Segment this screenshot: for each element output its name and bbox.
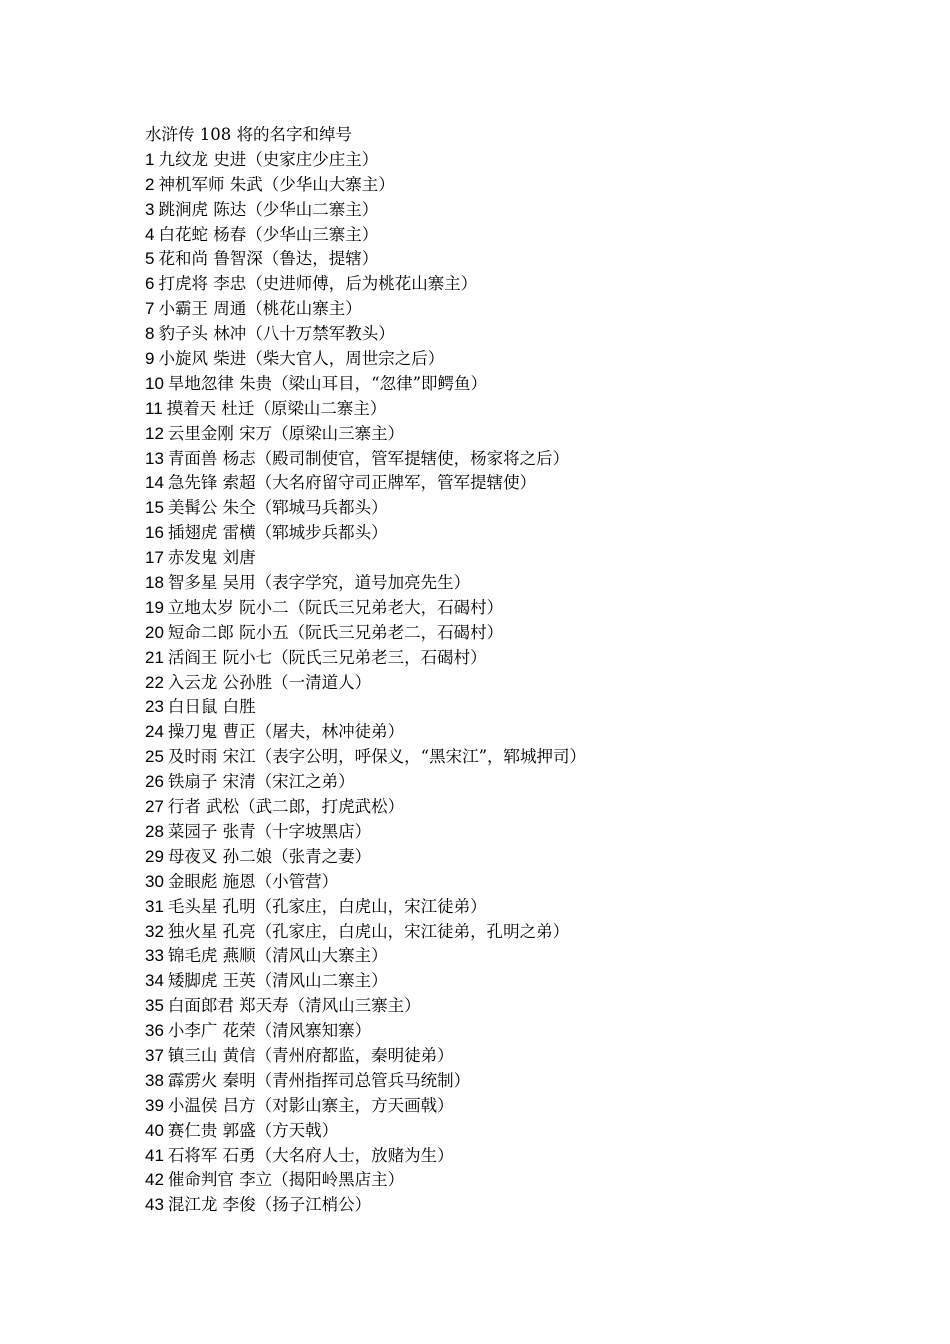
list-item [145, 347, 925, 372]
entry-number: 25 [145, 747, 164, 767]
list-item [145, 795, 925, 820]
list-item [145, 372, 925, 397]
entry-text: 插翅虎 雷横（郓城步兵都头） [167, 523, 388, 543]
entry-text: 镇三山 黄信（青州府都监，秦明徒弟） [167, 1045, 454, 1065]
entry-number: 20 [145, 622, 164, 642]
list-item [145, 845, 925, 870]
entry-text: 小温侯 吕方（对影山寨主，方天画戟） [167, 1095, 454, 1115]
list-item [145, 1044, 925, 1069]
entry-number: 13 [145, 448, 164, 468]
entry-number: 38 [145, 1070, 164, 1090]
document-title: 水浒传 108 将的名字和绰号 [145, 125, 352, 144]
list-item [145, 1144, 925, 1169]
list-item [145, 895, 925, 920]
entry-text: 及时雨 宋江（表字公明，呼保义，“黑宋江”，郓城押司） [167, 747, 587, 767]
entry-text: 白面郎君 郑天寿（清风山三寨主） [167, 996, 421, 1016]
entry-text: 白花蛇 杨春（少华山三寨主） [158, 224, 379, 244]
entry-number: 39 [145, 1095, 164, 1115]
list-item [145, 920, 925, 945]
list-item [145, 247, 925, 272]
list-item [145, 397, 925, 422]
entry-text: 青面兽 杨志（殿司制使官，管军提辖使，杨家将之后） [167, 448, 570, 468]
list-item [145, 870, 925, 895]
entry-number: 33 [145, 946, 164, 966]
entry-text: 小霸王 周通（桃花山寨主） [158, 299, 362, 319]
entry-number: 5 [145, 249, 155, 269]
list-item [145, 944, 925, 969]
entry-number: 17 [145, 548, 164, 568]
entry-text: 催命判官 李立（揭阳岭黑店主） [167, 1170, 405, 1190]
entry-text: 急先锋 索超（大名府留守司正牌军，管军提辖使） [167, 473, 537, 493]
entry-text: 美髯公 朱仝（郓城马兵都头） [167, 498, 388, 518]
list-item [145, 770, 925, 795]
list-item [145, 596, 925, 621]
entry-text: 短命二郎 阮小五（阮氏三兄弟老二，石碣村） [167, 622, 504, 642]
entry-text: 矮脚虎 王英（清风山二寨主） [167, 971, 388, 991]
entry-number: 31 [145, 896, 164, 916]
entry-number: 41 [145, 1145, 164, 1165]
list-item [145, 322, 925, 347]
list-item [145, 994, 925, 1019]
entry-number: 36 [145, 1021, 164, 1041]
entry-text: 立地太岁 阮小二（阮氏三兄弟老大，石碣村） [167, 597, 504, 617]
entry-number: 27 [145, 797, 164, 817]
entry-number: 1 [145, 149, 155, 169]
entry-number: 14 [145, 473, 164, 493]
entry-text: 混江龙 李俊（扬子江梢公） [167, 1195, 372, 1215]
entry-number: 6 [145, 274, 155, 294]
entry-number: 15 [145, 498, 164, 518]
list-item [145, 820, 925, 845]
entry-number: 11 [145, 398, 163, 418]
entry-number: 21 [145, 647, 164, 667]
entry-text: 智多星 吴用（表字学究，道号加亮先生） [167, 573, 471, 593]
entry-text: 入云龙 公孙胜（一清道人） [167, 672, 372, 692]
entry-text: 母夜叉 孙二娘（张青之妻） [167, 846, 372, 866]
entry-text: 菜园子 张青（十字坡黑店） [167, 821, 372, 841]
list-item [145, 297, 925, 322]
entry-number: 16 [145, 523, 164, 543]
list-item [145, 671, 925, 696]
entry-number: 2 [145, 174, 155, 194]
entry-text: 小李广 花荣（清风寨知寨） [167, 1021, 372, 1041]
entry-number: 40 [145, 1120, 164, 1140]
entry-text: 旱地忽律 朱贵（梁山耳目，“忽律”即鳄鱼） [167, 373, 488, 393]
entry-text: 毛头星 孔明（孔家庄，白虎山，宋江徒弟） [167, 896, 487, 916]
list-item [145, 720, 925, 745]
list-item [145, 496, 925, 521]
list-item [145, 148, 925, 173]
entry-text: 操刀鬼 曹正（屠夫，林冲徒弟） [167, 722, 405, 742]
list-item [145, 272, 925, 297]
entry-number: 9 [145, 349, 155, 369]
list-item [145, 521, 925, 546]
list-item [145, 1119, 925, 1144]
entry-number: 26 [145, 772, 164, 792]
entry-number: 8 [145, 324, 155, 344]
entry-list [145, 148, 925, 1218]
entry-number: 3 [145, 199, 155, 219]
entry-number: 22 [145, 672, 164, 692]
entry-text: 行者 武松（武二郎，打虎武松） [167, 797, 405, 817]
entry-text: 赛仁贵 郭盛（方天戟） [167, 1120, 339, 1140]
list-item [145, 471, 925, 496]
document-body [145, 123, 925, 1218]
list-item [145, 571, 925, 596]
list-item [145, 695, 925, 720]
entry-number: 12 [145, 423, 164, 443]
entry-number: 19 [145, 597, 164, 617]
entry-text: 豹子头 林冲（八十万禁军教头） [158, 324, 395, 344]
list-item [145, 447, 925, 472]
entry-text: 赤发鬼 刘唐 [167, 548, 256, 568]
entry-text: 打虎将 李忠（史进师傅，后为桃花山寨主） [158, 274, 478, 294]
entry-number: 30 [145, 871, 164, 891]
entry-text: 云里金刚 宋万（原梁山三寨主） [167, 423, 405, 443]
list-item [145, 546, 925, 571]
list-item [145, 1069, 925, 1094]
list-item [145, 1019, 925, 1044]
entry-text: 小旋风 柴进（柴大官人，周世宗之后） [158, 349, 445, 369]
entry-text: 锦毛虎 燕顺（清风山大寨主） [167, 946, 388, 966]
entry-text: 白日鼠 白胜 [167, 697, 256, 717]
entry-number: 28 [145, 821, 164, 841]
entry-number: 43 [145, 1195, 164, 1215]
entry-number: 29 [145, 846, 164, 866]
entry-text: 花和尚 鲁智深（鲁达，提辖） [158, 249, 379, 269]
entry-number: 7 [145, 299, 155, 319]
entry-text: 独火星 孔亮（孔家庄，白虎山，宋江徒弟，孔明之弟） [167, 921, 570, 941]
entry-text: 金眼彪 施恩（小管营） [167, 871, 339, 891]
entry-number: 23 [145, 697, 164, 717]
entry-text: 跳涧虎 陈达（少华山二寨主） [158, 199, 379, 219]
list-item [145, 173, 925, 198]
list-item [145, 1094, 925, 1119]
list-item [145, 621, 925, 646]
list-item [145, 223, 925, 248]
list-item [145, 646, 925, 671]
entry-number: 37 [145, 1045, 164, 1065]
entry-text: 铁扇子 宋清（宋江之弟） [167, 772, 355, 792]
list-item [145, 969, 925, 994]
entry-text: 霹雳火 秦明（青州指挥司总管兵马统制） [167, 1070, 471, 1090]
entry-number: 18 [145, 573, 164, 593]
entry-text: 神机军师 朱武（少华山大寨主） [158, 174, 395, 194]
entry-number: 32 [145, 921, 164, 941]
list-item [145, 745, 925, 770]
entry-number: 10 [145, 373, 164, 393]
entry-text: 活阎王 阮小七（阮氏三兄弟老三，石碣村） [167, 647, 487, 667]
entry-number: 24 [145, 722, 164, 742]
list-item [145, 1168, 925, 1193]
list-item [145, 1193, 925, 1218]
entry-number: 4 [145, 224, 155, 244]
entry-text: 摸着天 杜迁（原梁山二寨主） [166, 398, 387, 418]
entry-text: 石将军 石勇（大名府人士，放赌为生） [167, 1145, 454, 1165]
entry-number: 35 [145, 996, 164, 1016]
entry-number: 42 [145, 1170, 164, 1190]
list-item [145, 422, 925, 447]
list-item [145, 198, 925, 223]
entry-text: 九纹龙 史进（史家庄少庄主） [158, 149, 379, 169]
entry-number: 34 [145, 971, 164, 991]
